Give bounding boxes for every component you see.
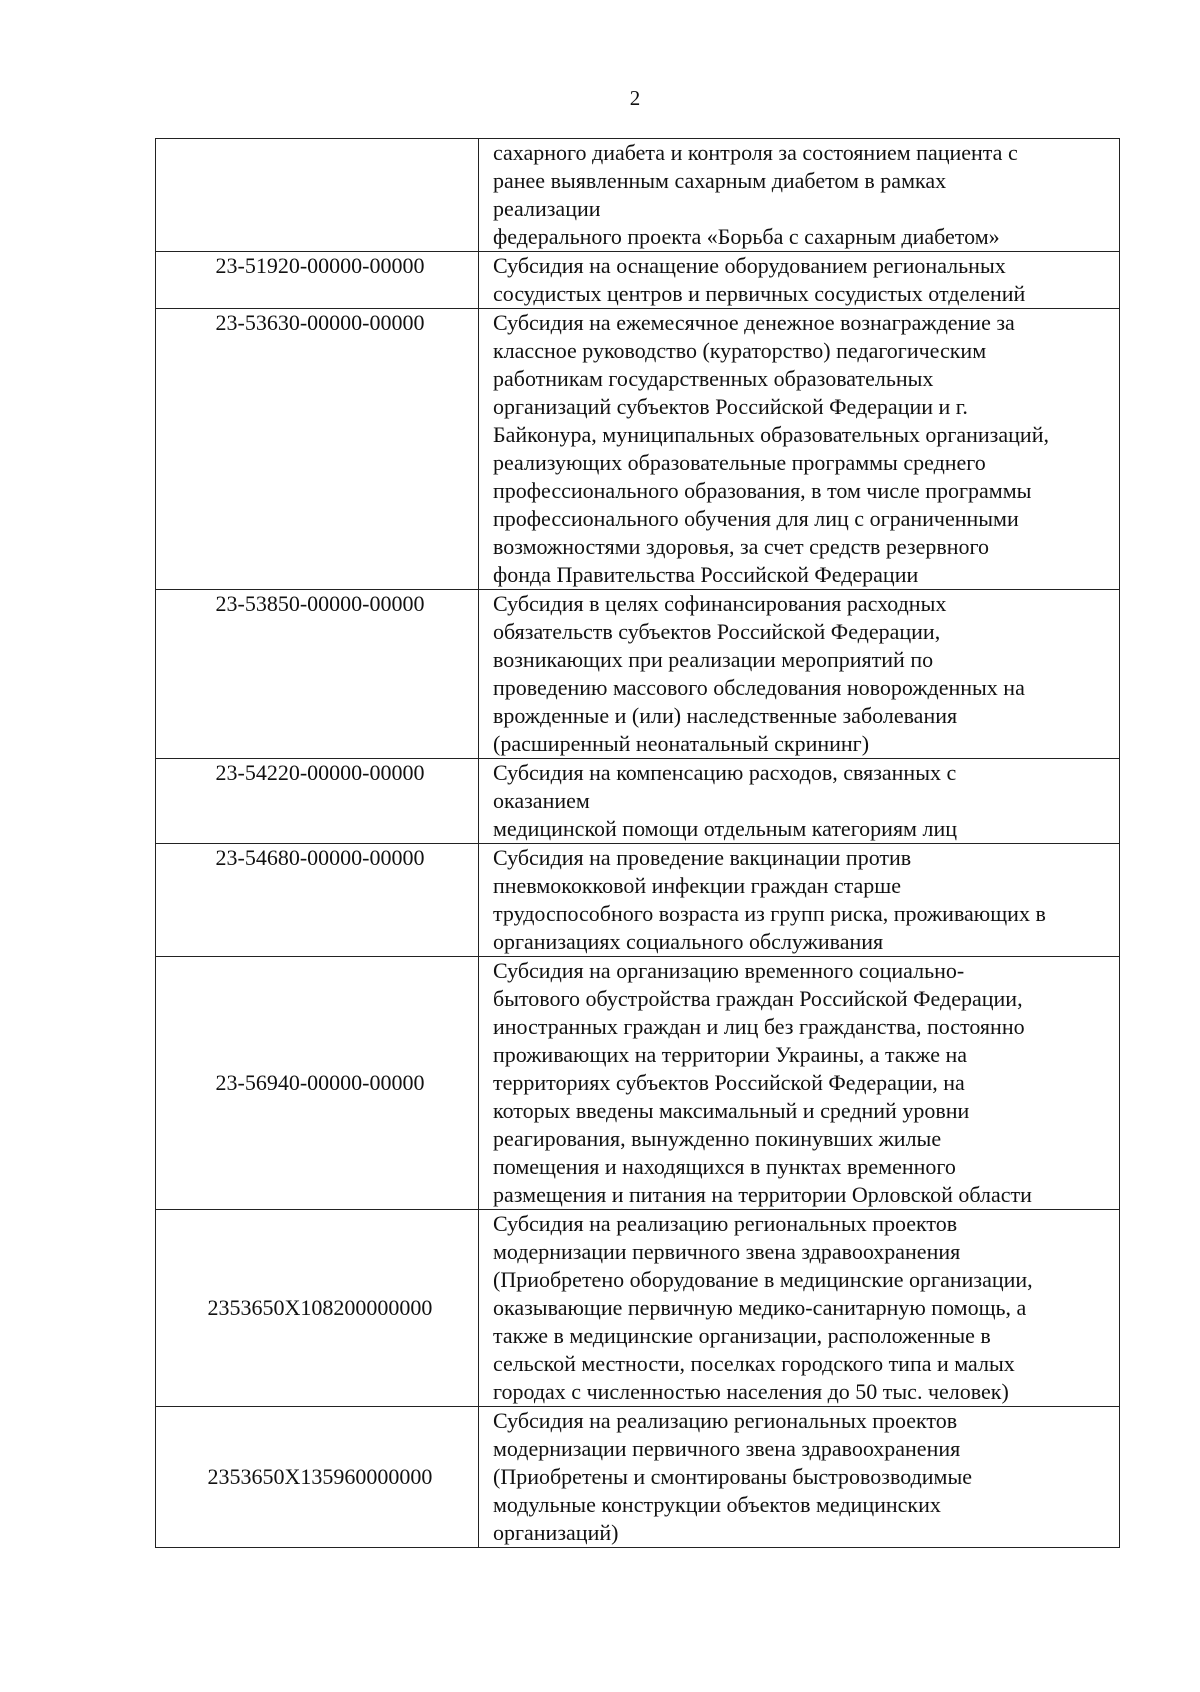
row-code [156,139,479,252]
table-row [156,1407,1120,1548]
row-code: 2353650Х135960000000 [156,1407,479,1548]
row-description: Субсидия на компенсацию расходов, связанных с оказанием медицинской помощи отдельным категориям лиц [479,759,1120,844]
subsidy-table [155,138,1120,1548]
row-code: 23-54220-00000-00000 [156,759,479,844]
row-code: 23-53850-00000-00000 [156,590,479,759]
row-description: Субсидия на организацию временного социально- бытового обустройства граждан Российской Федерации, иностранных граждан и лиц без гражданства, постоянно проживающих на территории Украины, а также на территориях субъектов Российской Федерации, на которых введены максимальный и средний уровни реагирования, вынужденно покинувших жилые помещения и находящихся в пунктах временного размещения и питания на территории Орловской области [479,957,1120,1210]
row-code: 23-53630-00000-00000 [156,309,479,590]
row-description: Субсидия на оснащение оборудованием региональных сосудистых центров и первичных сосудистых отделений [479,252,1120,309]
table-row [156,590,1120,759]
table-row [156,957,1120,1210]
table-row [156,1210,1120,1407]
row-description: Субсидия в целях софинансирования расходных обязательств субъектов Российской Федерации, возникающих при реализации мероприятий по проведению массового обследования новорожденных на врожденные и (или) наследственные заболевания (расширенный неонатальный скрининг) [479,590,1120,759]
row-description: Субсидия на реализацию региональных проектов модернизации первичного звена здравоохранения (Приобретены и смонтированы быстровозводимые модульные конструкции объектов медицинских организаций) [479,1407,1120,1548]
row-description: Субсидия на ежемесячное денежное вознаграждение за классное руководство (кураторство) педагогическим работникам государственных образовательных организаций субъектов Российской Федерации и г. Байконура, муниципальных образовательных организаций, реализующих образовательные программы среднего профессионального образования, в том числе программы профессионального обучения для лиц с ограниченными возможностями здоровья, за счет средств резервного фонда Правительства Российской Федерации [479,309,1120,590]
table-row [156,139,1120,252]
table-row [156,309,1120,590]
row-description: Субсидия на проведение вакцинации против пневмококковой инфекции граждан старше трудоспособного возраста из групп риска, проживающих в организациях социального обслуживания [479,844,1120,957]
row-code: 23-54680-00000-00000 [156,844,479,957]
table-row [156,252,1120,309]
table-row [156,844,1120,957]
row-code: 2353650Х108200000000 [156,1210,479,1407]
table-row [156,759,1120,844]
row-description: Субсидия на реализацию региональных проектов модернизации первичного звена здравоохранения (Приобретено оборудование в медицинские организации, оказывающие первичную медико-санитарную помощь, а также в медицинские организации, расположенные в сельской местности, поселках городского типа и малых городах с численностью населения до 50 тыс. человек) [479,1210,1120,1407]
page-number: 2 [629,86,641,110]
row-description: сахарного диабета и контроля за состоянием пациента с ранее выявленным сахарным диабетом в рамках реализации федерального проекта «Борьба с сахарным диабетом» [479,139,1120,252]
row-code: 23-51920-00000-00000 [156,252,479,309]
row-code: 23-56940-00000-00000 [156,957,479,1210]
